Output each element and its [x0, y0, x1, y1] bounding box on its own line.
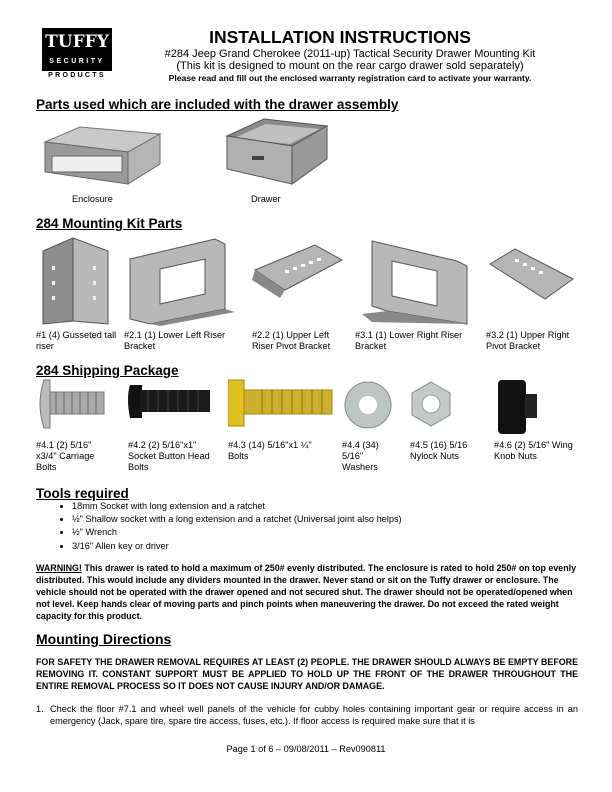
upper-left-pivot-bracket-image	[250, 240, 345, 300]
socket-button-head-bolt-image	[128, 380, 212, 420]
shipping-heading: 284 Shipping Package	[36, 363, 179, 378]
tools-heading: Tools required	[36, 486, 129, 501]
kit-part-1-label: #1 (4) Gusseted tall riser	[36, 330, 117, 351]
gusseted-riser-image	[38, 236, 113, 328]
warning-paragraph	[36, 562, 578, 622]
warning-label: WARNING!	[36, 563, 82, 573]
logo-products: PRODUCTS	[48, 72, 106, 79]
hardware-4-1-label: #4.1 (2) 5/16" x3/4" Carriage Bolts	[36, 440, 95, 472]
kit-part-3-1-label: #3.1 (1) Lower Right Riser Bracket	[355, 330, 463, 351]
included-heading: Parts used which are included with the drawer assembly	[36, 97, 399, 112]
logo-brand: TUFFY	[45, 32, 109, 52]
washer-image	[342, 380, 394, 430]
hardware-4-5-label: #4.5 (16) 5/16 Nylock Nuts	[410, 440, 468, 461]
hardware-4-3-label: #4.3 (14) 5/16"x1 ¼" Bolts	[228, 440, 312, 461]
kit-subtitle: #284 Jeep Grand Cherokee (2011-up) Tactical Security Drawer Mounting Kit	[164, 48, 536, 60]
lower-right-riser-bracket-image	[352, 236, 472, 328]
enclosure-image	[40, 122, 165, 192]
kit-part-2-1-label: #2.1 (1) Lower Left Riser Bracket	[124, 330, 226, 351]
tool-item: • ½" Wrench	[72, 526, 402, 539]
drawer-image	[222, 114, 332, 192]
logo-security: SECURITY	[49, 58, 105, 65]
tuffy-logo	[42, 28, 112, 84]
hex-bolt-image	[228, 378, 333, 428]
step-1	[36, 703, 578, 727]
upper-right-pivot-bracket-image	[485, 244, 575, 302]
hardware-4-2-label: #4.2 (2) 5/16"x1" Socket Button Head Bolts	[128, 440, 210, 472]
mounting-heading: Mounting Directions	[36, 631, 172, 647]
tool-item: • 3/16" Allen key or driver	[72, 540, 402, 553]
kit-note: (This kit is designed to mount on the rear cargo drawer sold separately)	[176, 60, 524, 72]
warranty-note: Please read and fill out the enclosed warranty registration card to activate your warranty.	[168, 73, 532, 83]
kit-part-2-2-label: #2.2 (1) Upper Left Riser Pivot Bracket	[252, 330, 331, 351]
wing-knob-nut-image	[495, 378, 540, 436]
enclosure-label: Enclosure	[72, 194, 113, 204]
page-footer: Page 1 of 6 – 09/08/2011 – Rev090811	[226, 744, 386, 754]
step-1-text: Check the floor #7.1 and wheel well panels of the vehicle for cubby holes containing important gear or require access in an emergency (Jack, spare tire, spare tire access, fuses, etc.). If floor access is required make sure that it is	[50, 704, 578, 726]
warning-text: This drawer is rated to hold a maximum of 250# evenly distributed. The enclosure is rated to hold 250# on top evenly distributed. This would include any dividers mounted in the drawer. Never stand or sit on the Tuffy drawer or enclosure. The vehicle should not be operated with the drawer opened and not secured shut. The drawer should not be operated/opened when not level. Keep hands clear of moving parts and pinch points when maneuvering the drawer. Do not exceed the rated weight capacity for this product.	[36, 563, 577, 621]
kit-part-3-2-label: #3.2 (1) Upper Right Pivot Bracket	[486, 330, 570, 351]
safety-paragraph: FOR SAFETY THE DRAWER REMOVAL REQUIRES AT LEAST (2) PEOPLE. THE DRAWER SHOULD ALWAYS BE EMPTY BEFORE REMOVING IT. CONSTANT SUPPORT MUST BE APPLIED TO HOLD UP THE FRONT OF THE DRAWER THROUGHOUT THE ENTIRE REMOVAL PROCESS SO IT DOES NOT CAUSE INJURY AND/OR DAMAGE.	[36, 657, 578, 691]
step-1-number: 1.	[36, 704, 44, 714]
drawer-label: Drawer	[251, 194, 281, 204]
tool-item: • ½" Shallow socket with a long extension and a ratchet (Universal joint also helps)	[72, 513, 402, 526]
tool-item: • 18mm Socket with long extension and a ratchet	[72, 500, 402, 513]
page-title: INSTALLATION INSTRUCTIONS	[209, 27, 471, 47]
kit-heading: 284 Mounting Kit Parts	[36, 216, 183, 231]
hardware-4-6-label: #4.6 (2) 5/16" Wing Knob Nuts	[494, 440, 573, 461]
tools-list	[54, 500, 402, 553]
lower-left-riser-bracket-image	[125, 234, 240, 326]
carriage-bolt-image	[36, 378, 106, 430]
nylock-nut-image	[410, 380, 452, 428]
hardware-4-4-label: #4.4 (34) 5/16" Washers	[342, 440, 379, 472]
